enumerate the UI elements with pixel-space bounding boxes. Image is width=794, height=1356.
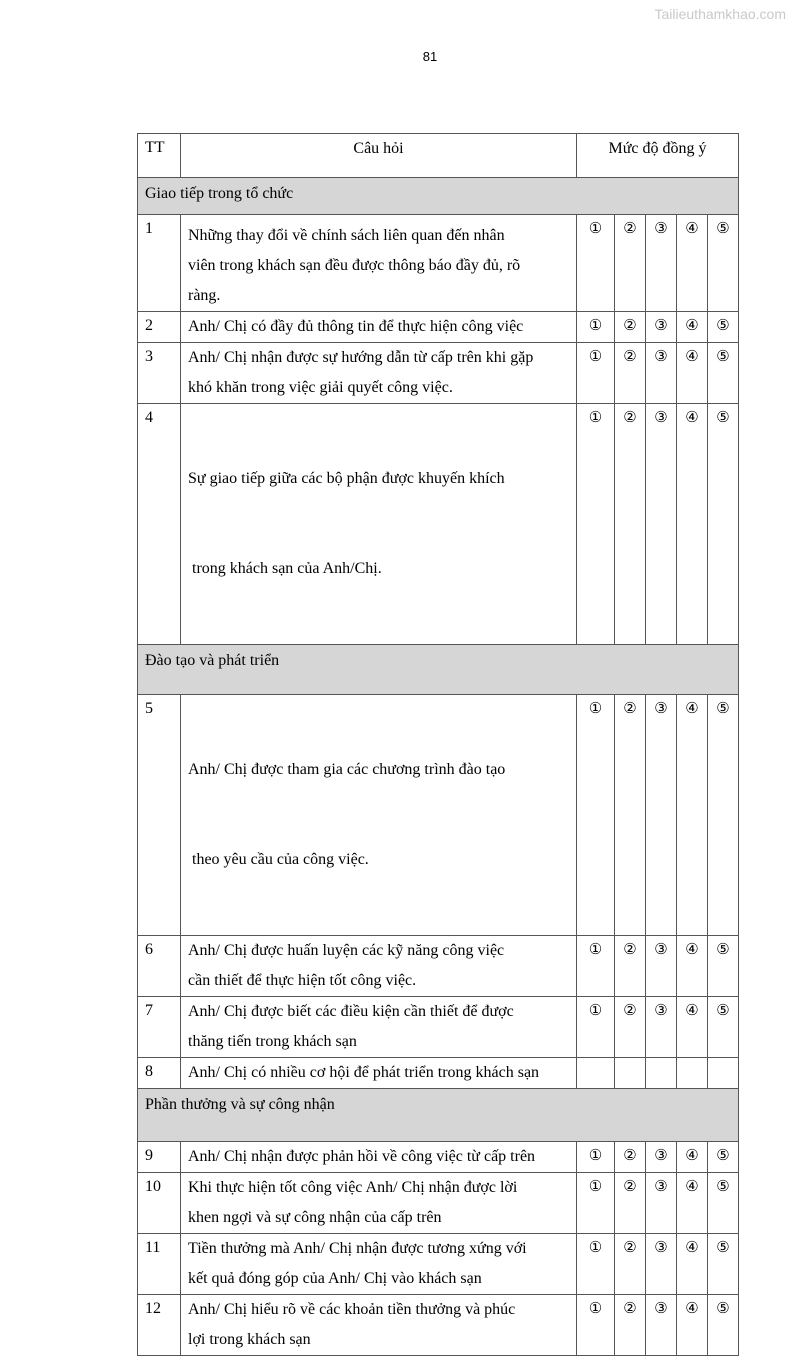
section-title: Đào tạo và phát triển	[138, 645, 739, 695]
row-number: 10	[138, 1173, 181, 1234]
scale-option-5[interactable]: ⑤	[708, 215, 739, 312]
question-text	[181, 404, 577, 645]
scale-cell-empty[interactable]	[646, 1058, 677, 1089]
question-line: thăng tiến trong khách sạn	[188, 1033, 357, 1050]
scale-option-1[interactable]: ①	[577, 997, 615, 1058]
question-line: ràng.	[188, 287, 221, 304]
scale-option-3[interactable]: ③	[646, 1234, 677, 1295]
question-line: cần thiết để thực hiện tốt công việc.	[188, 972, 417, 989]
table-row	[138, 695, 739, 936]
scale-option-5[interactable]: ⑤	[708, 936, 739, 997]
header-agreement: Mức độ đồng ý	[577, 134, 739, 178]
question-line: Anh/ Chị được huấn luyện các kỹ năng công việc	[188, 942, 505, 959]
scale-option-1[interactable]: ①	[577, 1295, 615, 1356]
scale-option-4[interactable]: ④	[677, 1173, 708, 1234]
survey-table	[137, 133, 739, 1356]
question-text	[181, 215, 577, 312]
scale-cell-empty[interactable]	[577, 1058, 615, 1089]
scale-option-5[interactable]: ⑤	[708, 404, 739, 645]
scale-option-5[interactable]: ⑤	[708, 1142, 739, 1173]
scale-option-4[interactable]: ④	[677, 215, 708, 312]
question-line: Sự giao tiếp giữa các bộ phận được khuyến khích	[188, 470, 505, 487]
scale-option-1[interactable]: ①	[577, 936, 615, 997]
question-line: kết quả đóng góp của Anh/ Chị vào khách sạn	[188, 1270, 482, 1287]
question-line: Anh/ Chị được tham gia các chương trình đào tạo	[188, 761, 506, 778]
scale-option-3[interactable]: ③	[646, 1173, 677, 1234]
question-line: Anh/ Chị hiểu rõ về các khoản tiền thưởng và phúc	[188, 1301, 516, 1318]
section-header-communication	[138, 178, 739, 215]
scale-option-2[interactable]: ②	[615, 1234, 646, 1295]
question-line: lợi trong khách sạn	[188, 1331, 311, 1348]
table-row	[138, 343, 739, 404]
question-line: Anh/ Chị được biết các điều kiện cần thiết để được	[188, 1003, 514, 1020]
scale-option-4[interactable]: ④	[677, 997, 708, 1058]
table-row	[138, 312, 739, 343]
scale-option-5[interactable]: ⑤	[708, 343, 739, 404]
scale-option-5[interactable]: ⑤	[708, 997, 739, 1058]
scale-option-2[interactable]: ②	[615, 1173, 646, 1234]
scale-option-1[interactable]: ①	[577, 215, 615, 312]
question-line: Anh/ Chị có đầy đủ thông tin để thực hiện công việc	[188, 318, 524, 335]
section-title: Giao tiếp trong tổ chức	[138, 178, 739, 215]
question-text	[181, 1173, 577, 1234]
question-line: Khi thực hiện tốt công việc Anh/ Chị nhận được lời	[188, 1179, 518, 1196]
watermark: Tailieuthamkhao.com	[654, 6, 786, 22]
scale-option-4[interactable]: ④	[677, 343, 708, 404]
question-line: khó khăn trong việc giải quyết công việc.	[188, 379, 453, 396]
scale-option-4[interactable]: ④	[677, 1142, 708, 1173]
row-number: 8	[138, 1058, 181, 1089]
row-number: 4	[138, 404, 181, 645]
scale-option-3[interactable]: ③	[646, 404, 677, 645]
section-header-rewards	[138, 1089, 739, 1142]
scale-option-1[interactable]: ①	[577, 404, 615, 645]
scale-option-2[interactable]: ②	[615, 312, 646, 343]
page-number: 81	[422, 49, 438, 64]
header-row	[138, 134, 739, 178]
question-line: khen ngợi và sự công nhận của cấp trên	[188, 1209, 442, 1226]
scale-option-1[interactable]: ①	[577, 1142, 615, 1173]
scale-option-2[interactable]: ②	[615, 1295, 646, 1356]
scale-option-5[interactable]: ⑤	[708, 312, 739, 343]
scale-option-2[interactable]: ②	[615, 343, 646, 404]
scale-option-2[interactable]: ②	[615, 936, 646, 997]
question-line: Anh/ Chị có nhiều cơ hội để phát triển trong khách sạn	[188, 1064, 540, 1081]
table-row	[138, 404, 739, 645]
scale-option-4[interactable]: ④	[677, 1295, 708, 1356]
scale-option-2[interactable]: ②	[615, 1142, 646, 1173]
table-row	[138, 1058, 739, 1089]
question-line: theo yêu cầu của công việc.	[188, 851, 369, 868]
scale-option-1[interactable]: ①	[577, 1173, 615, 1234]
row-number: 5	[138, 695, 181, 936]
header-question: Câu hỏi	[181, 134, 577, 178]
scale-option-3[interactable]: ③	[646, 695, 677, 936]
question-text	[181, 1142, 577, 1173]
scale-option-3[interactable]: ③	[646, 215, 677, 312]
row-number: 7	[138, 997, 181, 1058]
scale-option-3[interactable]: ③	[646, 997, 677, 1058]
scale-cell-empty[interactable]	[677, 1058, 708, 1089]
question-text	[181, 695, 577, 936]
scale-option-4[interactable]: ④	[677, 936, 708, 997]
row-number: 2	[138, 312, 181, 343]
question-line: Anh/ Chị nhận được phản hồi về công việc từ cấp trên	[188, 1148, 536, 1165]
scale-option-1[interactable]: ①	[577, 695, 615, 936]
scale-option-5[interactable]: ⑤	[708, 1295, 739, 1356]
table-row	[138, 997, 739, 1058]
scale-option-3[interactable]: ③	[646, 343, 677, 404]
scale-option-5[interactable]: ⑤	[708, 695, 739, 936]
row-number: 11	[138, 1234, 181, 1295]
scale-option-5[interactable]: ⑤	[708, 1173, 739, 1234]
section-header-training	[138, 645, 739, 695]
section-title: Phần thưởng và sự công nhận	[138, 1089, 739, 1142]
question-line: Anh/ Chị nhận được sự hướng dẫn từ cấp trên khi gặp	[188, 349, 534, 366]
row-number: 6	[138, 936, 181, 997]
row-number: 9	[138, 1142, 181, 1173]
scale-option-2[interactable]: ②	[615, 695, 646, 936]
row-number: 3	[138, 343, 181, 404]
question-line: viên trong khách sạn đều được thông báo đầy đủ, rõ	[188, 257, 521, 274]
table-row	[138, 1234, 739, 1295]
scale-option-3[interactable]: ③	[646, 312, 677, 343]
scale-option-1[interactable]: ①	[577, 1234, 615, 1295]
scale-option-4[interactable]: ④	[677, 695, 708, 936]
scale-option-1[interactable]: ①	[577, 312, 615, 343]
scale-option-5[interactable]: ⑤	[708, 1234, 739, 1295]
question-line: trong khách sạn của Anh/Chị.	[188, 560, 382, 577]
scale-option-2[interactable]: ②	[615, 404, 646, 645]
scale-option-3[interactable]: ③	[646, 1295, 677, 1356]
scale-option-2[interactable]: ②	[615, 997, 646, 1058]
scale-option-3[interactable]: ③	[646, 1142, 677, 1173]
table-row	[138, 936, 739, 997]
scale-option-1[interactable]: ①	[577, 343, 615, 404]
question-text	[181, 997, 577, 1058]
question-text	[181, 1058, 577, 1089]
scale-option-4[interactable]: ④	[677, 312, 708, 343]
table-row	[138, 1173, 739, 1234]
question-text	[181, 936, 577, 997]
scale-cell-empty[interactable]	[615, 1058, 646, 1089]
row-number: 12	[138, 1295, 181, 1356]
question-text	[181, 312, 577, 343]
scale-option-4[interactable]: ④	[677, 404, 708, 645]
question-line: Tiền thưởng mà Anh/ Chị nhận được tương xứng với	[188, 1240, 527, 1257]
question-text	[181, 343, 577, 404]
table-row	[138, 215, 739, 312]
header-tt: TT	[138, 134, 181, 178]
question-line: Những thay đổi về chính sách liên quan đến nhân	[188, 227, 505, 244]
scale-cell-empty[interactable]	[708, 1058, 739, 1089]
scale-option-3[interactable]: ③	[646, 936, 677, 997]
table-row	[138, 1295, 739, 1356]
table-row	[138, 1142, 739, 1173]
scale-option-4[interactable]: ④	[677, 1234, 708, 1295]
question-text	[181, 1234, 577, 1295]
question-text	[181, 1295, 577, 1356]
scale-option-2[interactable]: ②	[615, 215, 646, 312]
row-number: 1	[138, 215, 181, 312]
